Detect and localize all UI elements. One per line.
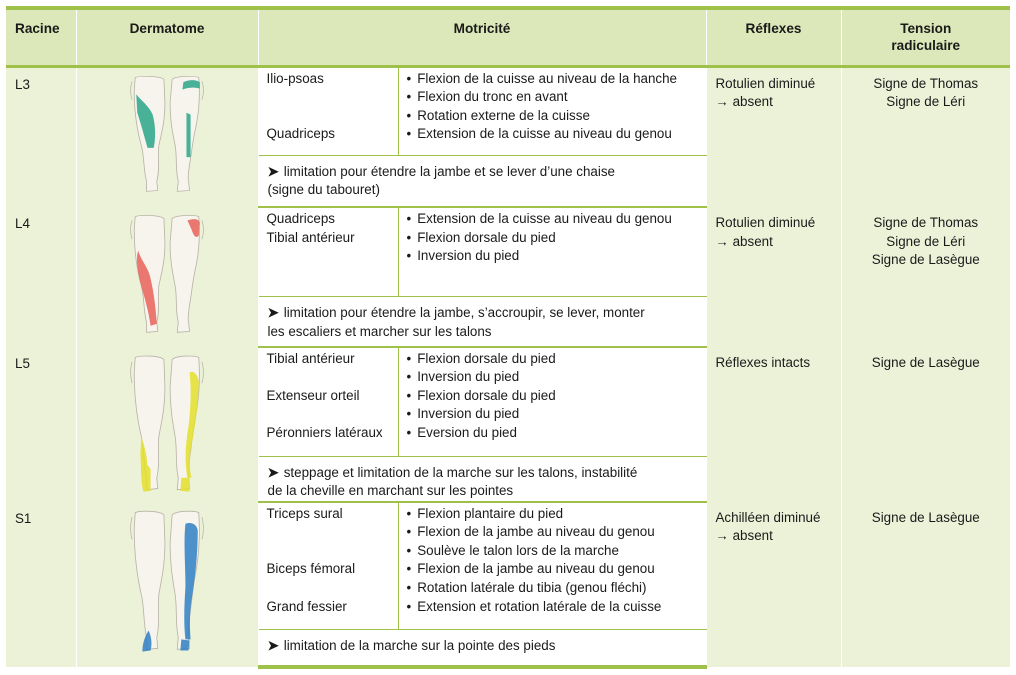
- movement-item: • Rotation externe de la cuisse: [407, 107, 706, 126]
- header-tension: [841, 8, 1010, 66]
- motricity-grid: [259, 208, 706, 296]
- consequence-cell: [258, 456, 706, 502]
- root-label: L5: [15, 355, 30, 371]
- arrow-right-icon: ➤: [267, 637, 279, 653]
- movement-item: • Inversion du pied: [407, 368, 706, 387]
- reflex-text: Réflexes intacts: [715, 354, 811, 370]
- movement-item: • Flexion du tronc en avant: [407, 88, 706, 107]
- movement-item: • Extension de la cuisse au niveau du genou: [407, 125, 706, 144]
- movement-item: • Flexion de la jambe au niveau du genou: [407, 560, 706, 579]
- consequence-cell: [258, 155, 706, 207]
- reflex-text: Rotulien diminué: [715, 215, 816, 230]
- table-row-l4: [6, 207, 1010, 297]
- muscle-name: Triceps sural: [266, 505, 343, 521]
- reflex-text: → absent: [715, 233, 773, 249]
- tension-sign: Signe de Lasègue: [871, 252, 980, 268]
- legs-dermatome-illustration: [126, 211, 208, 337]
- header-motricite: Motricité: [258, 8, 706, 66]
- muscle-name: Quadriceps: [266, 126, 335, 142]
- dermatome-cell: [76, 66, 258, 207]
- dermatome-area-3: [186, 112, 190, 156]
- muscle-column: [259, 503, 399, 629]
- arrow-right-icon: ➤: [267, 305, 279, 320]
- muscle-name: Péronniers latéraux: [266, 424, 383, 440]
- muscle-name: Tibial antérieur: [266, 229, 355, 245]
- root-label: L3: [15, 76, 30, 92]
- motricity-cell: [258, 207, 706, 297]
- arrow-right-icon: ➤: [267, 464, 279, 480]
- muscle-name: [267, 542, 398, 561]
- consequence-line: [268, 482, 702, 501]
- consequence-line-text: limitation pour étendre la jambe, s’accroupir, se lever, monter: [283, 305, 645, 320]
- muscle-column: [259, 68, 399, 155]
- tension-sign: Signe de Léri: [886, 94, 966, 110]
- table-row-l5: [6, 347, 1010, 457]
- reflex-text: → absent: [715, 94, 773, 110]
- muscle-column: [259, 348, 399, 456]
- reflex-text: Achilléen diminué: [715, 509, 821, 525]
- tension-cell: [841, 66, 1010, 207]
- consequence-cell: [258, 297, 706, 347]
- dermatome-cell: [76, 207, 258, 347]
- motricity-cell: [258, 66, 706, 155]
- movement-item: • Soulève le talon lors de la marche: [407, 542, 706, 561]
- muscle-name: Biceps fémoral: [266, 561, 356, 577]
- movement-column: [399, 503, 706, 629]
- motricity-grid: [259, 348, 706, 456]
- dermatome-cell: [76, 502, 258, 668]
- tension-cell: [841, 347, 1010, 502]
- dermatome-area-1: [184, 523, 197, 639]
- consequence-text: [259, 457, 706, 501]
- muscle-name: [267, 88, 398, 107]
- consequence-line: [268, 304, 702, 323]
- consequence-line-text: limitation pour étendre la jambe et se lever d’une chaise: [283, 163, 615, 179]
- movement-item: • Inversion du pied: [407, 247, 706, 266]
- motricity-cell: [258, 502, 706, 630]
- consequence-line: [268, 464, 702, 483]
- consequence-line: [268, 163, 702, 182]
- root-cell: [6, 207, 76, 347]
- motricity-cell: [258, 347, 706, 457]
- reflex-cell: [706, 502, 841, 668]
- header-dermatome: Dermatome: [76, 8, 258, 66]
- dermatome-illustration: [77, 207, 258, 343]
- movement-item: • Flexion de la cuisse au niveau de la hanche: [407, 70, 706, 89]
- legs-dermatome-illustration: [126, 72, 208, 196]
- movement-item: • Extension de la cuisse au niveau du genou: [407, 210, 706, 229]
- consequence-cell: [258, 629, 706, 667]
- movement-column: [399, 68, 706, 155]
- muscle-column: [259, 208, 399, 296]
- muscle-name: Ilio-psoas: [266, 70, 324, 86]
- table-row-s1: [6, 502, 1010, 630]
- muscle-name: [267, 579, 398, 598]
- motricity-grid: [259, 68, 706, 155]
- root-label: S1: [15, 510, 32, 526]
- muscle-name: [267, 368, 398, 387]
- movement-item: • Extension et rotation latérale de la cuisse: [407, 598, 706, 617]
- tension-cell: [841, 207, 1010, 347]
- consequence-text: [259, 156, 706, 200]
- left-leg-outline: [134, 511, 165, 649]
- muscle-name: Tibial antérieur: [266, 350, 355, 366]
- reflex-text: → absent: [715, 528, 773, 544]
- reflex-cell: [706, 66, 841, 207]
- legs-dermatome-illustration: [126, 506, 208, 655]
- tension-sign: Signe de Lasègue: [871, 509, 980, 525]
- tension-cell: [841, 502, 1010, 668]
- dermatome-illustration: [77, 347, 258, 501]
- root-label: L4: [15, 216, 30, 231]
- movement-item: • Flexion dorsale du pied: [407, 387, 706, 406]
- reflex-text: Rotulien diminué: [715, 75, 816, 91]
- table-body: [6, 66, 1010, 667]
- consequence-line-text: limitation de la marche sur la pointe des pieds: [283, 637, 556, 653]
- tension-sign: Signe de Thomas: [873, 75, 979, 91]
- dermatome-cell: [76, 347, 258, 502]
- consequence-line: [268, 637, 702, 656]
- root-cell: [6, 502, 76, 668]
- movement-item: • Flexion dorsale du pied: [407, 350, 706, 369]
- movement-item: • Inversion du pied: [407, 405, 706, 424]
- consequence-line-text: de la cheville en marchant sur les pointes: [267, 483, 514, 499]
- tension-sign: Signe de Léri: [886, 233, 966, 249]
- tension-sign: Signe de Thomas: [873, 215, 979, 230]
- movement-column: [399, 348, 706, 456]
- muscle-name: Quadriceps: [266, 211, 335, 226]
- dermatome-area-3: [180, 639, 189, 650]
- movement-item: • Rotation latérale du tibia (genou fléchi): [407, 579, 706, 598]
- dermatome-area-3: [180, 477, 189, 491]
- header-row: [6, 8, 1010, 66]
- dermatome-illustration: [77, 68, 258, 202]
- header-reflexes: Réflexes: [706, 8, 841, 66]
- consequence-line-text: (signe du tabouret): [267, 182, 380, 198]
- tension-sign: Signe de Lasègue: [871, 354, 980, 370]
- header-racine: Racine: [6, 8, 76, 66]
- movement-item: • Flexion plantaire du pied: [407, 505, 706, 524]
- header-tension-line-2: radiculaire: [891, 38, 961, 53]
- muscle-name: [267, 247, 398, 266]
- movement-item: • Flexion dorsale du pied: [407, 229, 706, 248]
- consequence-line: [268, 323, 702, 342]
- reflex-cell: [706, 207, 841, 347]
- motricity-grid: [259, 503, 706, 629]
- consequence-line-text: les escaliers et marcher sur les talons: [267, 323, 492, 339]
- consequence-line: [268, 181, 702, 200]
- movement-item: • Flexion de la jambe au niveau du genou: [407, 523, 706, 542]
- reflex-cell: [706, 347, 841, 502]
- legs-dermatome-illustration: [126, 351, 208, 495]
- root-cell: [6, 347, 76, 502]
- right-leg-outline: [170, 76, 199, 191]
- muscle-name: [267, 523, 398, 542]
- movement-item: • Eversion du pied: [407, 424, 706, 443]
- root-cell: [6, 66, 76, 207]
- muscle-name: Grand fessier: [266, 598, 347, 614]
- dermatome-illustration: [77, 502, 258, 661]
- arrow-right-icon: ➤: [267, 163, 279, 179]
- header-tension-line-1: Tension: [900, 21, 952, 36]
- muscle-name: Extenseur orteil: [266, 387, 360, 403]
- consequence-text: [259, 630, 706, 656]
- muscle-name: [267, 107, 398, 126]
- consequence-text: [259, 297, 706, 341]
- movement-column: [399, 208, 706, 296]
- muscle-name: [267, 405, 398, 424]
- dermatome-table: [6, 6, 1010, 669]
- consequence-line-text: steppage et limitation de la marche sur les talons, instabilité: [283, 464, 638, 480]
- table-row-l3: [6, 66, 1010, 155]
